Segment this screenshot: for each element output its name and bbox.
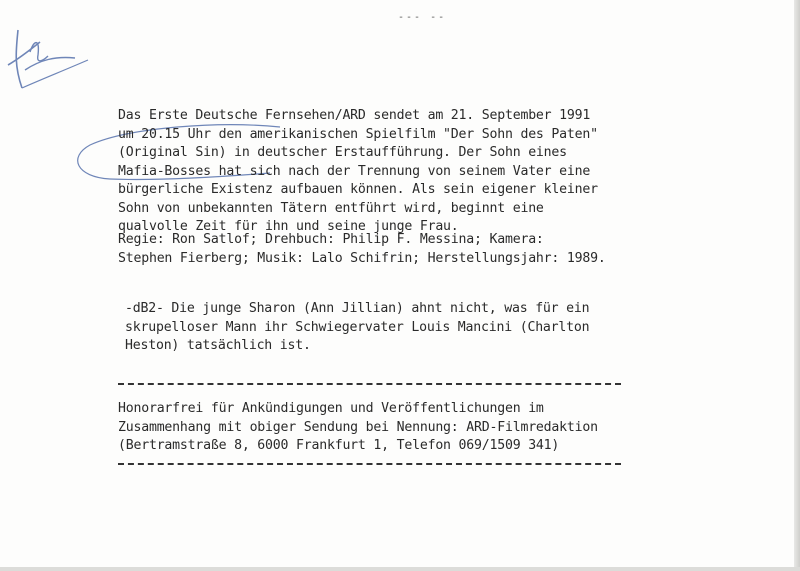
credits-line: Regie: Ron Satlof; Drehbuch: Philip F. Messina; Kamera: — [118, 232, 544, 247]
top-mark: --- -- — [398, 12, 447, 23]
handwritten-signature-mark — [0, 10, 90, 90]
photo-caption — [125, 300, 589, 356]
description-line: Sohn von unbekannten Tätern entführt wird, beginnt eine — [118, 200, 544, 216]
caption-line: skrupelloser Mann ihr Schwiegervater Louis Mancini (Charlton — [125, 319, 590, 335]
footer-notice — [118, 400, 598, 456]
description-line: Das Erste Deutsche Fernsehen/ARD sendet am 21. September 1991 — [118, 108, 591, 123]
caption-line: -dB2- Die junge Sharon (Ann Jillian) ahnt nicht, was für ein — [125, 301, 590, 316]
description-line: Mafia-Bosses hat sich nach der Trennung von seinem Vater eine — [118, 163, 591, 179]
description-paragraph — [118, 107, 598, 237]
description-line: bürgerliche Existenz aufbauen können. Als sein eigener kleiner — [118, 182, 598, 197]
description-line: (Original Sin) in deutscher Erstaufführung. Der Sohn eines — [118, 145, 567, 160]
description-line: um 20.15 Uhr den amerikanischen Spielfilm "Der Sohn des Paten" — [118, 126, 598, 142]
caption-line: Heston) tatsächlich ist. — [125, 338, 311, 353]
footer-line: Honorarfrei für Ankündigungen und Veröffentlichungen im — [118, 401, 544, 416]
page-edge-right — [794, 0, 800, 571]
description-line: qualvolle Zeit für ihn und seine junge Frau. — [118, 219, 459, 234]
credits-line: Stephen Fierberg; Musik: Lalo Schifrin; Herstellungsjahr: 1989. — [118, 250, 606, 266]
page-edge-bottom — [0, 567, 800, 571]
dashed-divider-top — [118, 383, 621, 385]
footer-line: Zusammenhang mit obiger Sendung bei Nennung: ARD-Filmredaktion — [118, 419, 598, 435]
footer-line: (Bertramstraße 8, 6000 Frankfurt 1, Telefon 069/1509 341) — [118, 438, 560, 453]
credits-paragraph — [118, 231, 606, 268]
dashed-divider-bottom — [118, 463, 621, 465]
